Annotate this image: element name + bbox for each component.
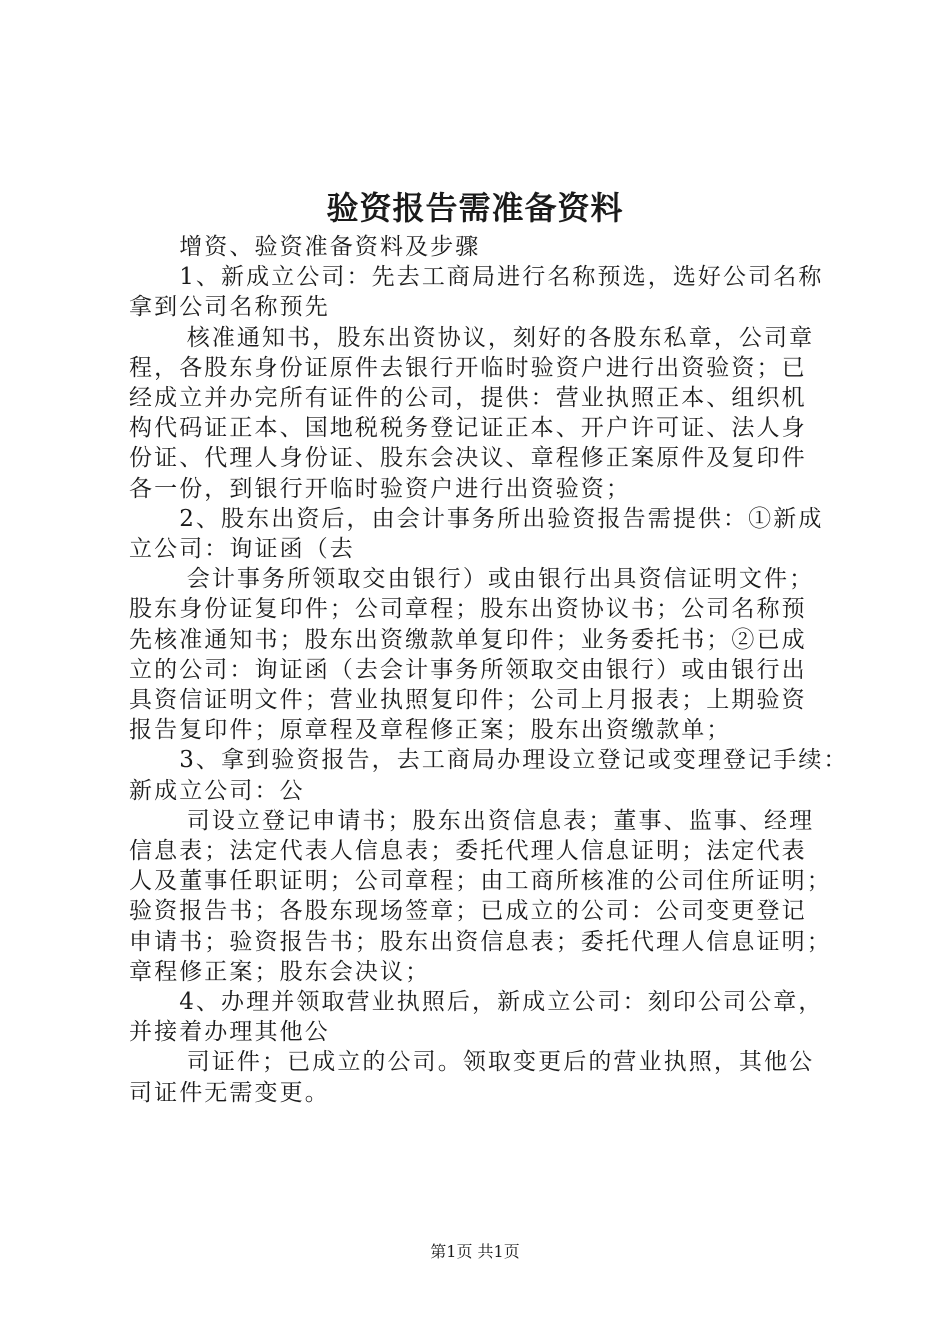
body-line: 司设立登记申请书；股东出资信息表；董事、监事、经理 bbox=[186, 807, 815, 834]
body-line: 股东身份证复印件；公司章程；股东出资协议书；公司名称预 bbox=[129, 596, 807, 623]
body-line: 4、办理并领取营业执照后，新成立公司：刻印公司公章， bbox=[179, 989, 824, 1016]
body-line: 新成立公司：公 bbox=[129, 777, 305, 804]
body-line: 立的公司：询证函（去会计事务所领取交由银行）或由银行出 bbox=[129, 656, 807, 683]
body-line: 2、股东出资后，由会计事务所出验资报告需提供：①新成 bbox=[179, 505, 824, 532]
body-line: 并接着办理其他公 bbox=[129, 1019, 330, 1046]
body-line: 先核准通知书；股东出资缴款单复印件；业务委托书；②已成 bbox=[129, 626, 807, 653]
body-line: 程，各股东身份证原件去银行开临时验资户进行出资验资；已 bbox=[129, 354, 807, 381]
body-line: 各一份，到银行开临时验资户进行出资验资； bbox=[129, 475, 631, 502]
body-line: 章程修正案；股东会决议； bbox=[129, 958, 431, 985]
body-line: 拿到公司名称预先 bbox=[129, 294, 330, 321]
body-line: 1、新成立公司：先去工商局进行名称预选，选好公司名称 bbox=[179, 264, 824, 291]
body-line: 立公司：询证函（去 bbox=[129, 536, 355, 563]
body-line: 信息表；法定代表人信息表；委托代理人信息证明；法定代表 bbox=[129, 838, 807, 865]
page-footer: 第1页 共1页 bbox=[430, 1242, 520, 1261]
body-line: 具资信证明文件；营业执照复印件；公司上月报表；上期验资 bbox=[129, 687, 807, 714]
document-body bbox=[129, 232, 849, 1108]
body-line: 份证、代理人身份证、股东会决议、章程修正案原件及复印件 bbox=[129, 445, 807, 472]
body-line: 经成立并办完所有证件的公司，提供：营业执照正本、组织机 bbox=[129, 385, 807, 412]
body-line: 增资、验资准备资料及步骤 bbox=[179, 234, 481, 260]
body-line: 核准通知书，股东出资协议，刻好的各股东私章，公司章 bbox=[186, 324, 815, 351]
body-line: 报告复印件；原章程及章程修正案；股东出资缴款单； bbox=[129, 717, 732, 744]
body-line: 3、拿到验资报告，去工商局办理设立登记或变理登记手续： bbox=[179, 747, 849, 774]
body-line: 会计事务所领取交由银行）或由银行出具资信证明文件； bbox=[186, 566, 815, 593]
body-line: 构代码证正本、国地税税务登记证正本、开户许可证、法人身 bbox=[129, 415, 807, 442]
body-line: 申请书；验资报告书；股东出资信息表；委托代理人信息证明； bbox=[129, 928, 832, 955]
body-line: 司证件无需变更。 bbox=[129, 1079, 330, 1106]
body-line: 验资报告书；各股东现场签章；已成立的公司：公司变更登记 bbox=[129, 898, 807, 925]
document-title: 验资报告需准备资料 bbox=[326, 189, 624, 227]
body-line: 司证件；已成立的公司。领取变更后的营业执照，其他公 bbox=[186, 1049, 815, 1076]
body-line: 人及董事任职证明；公司章程；由工商所核准的公司住所证明； bbox=[129, 868, 832, 895]
